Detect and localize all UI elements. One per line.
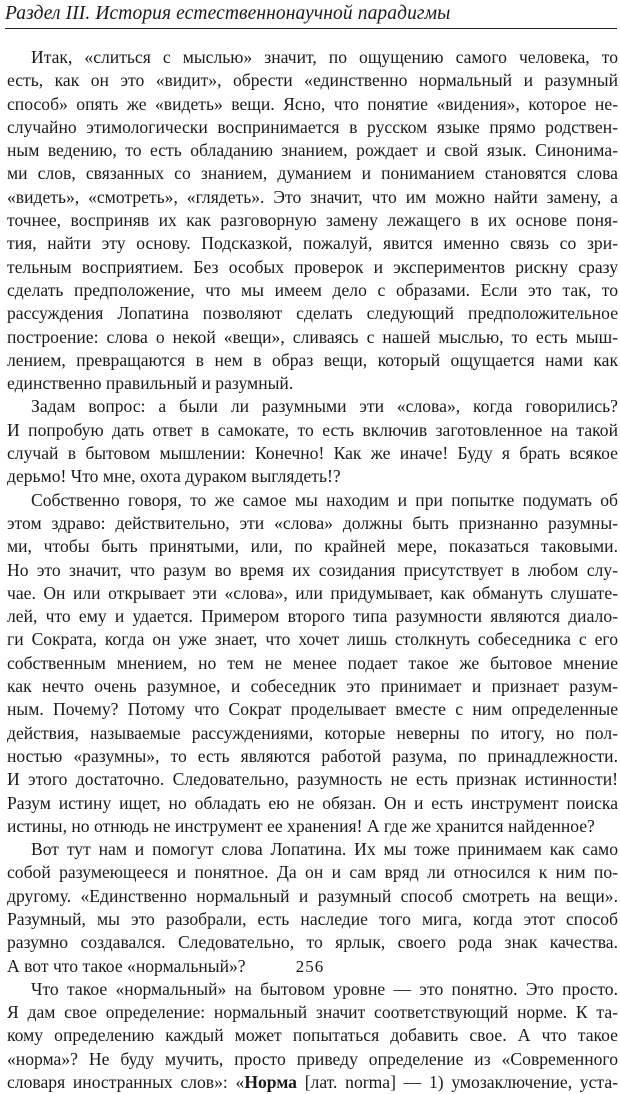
text-line: И попробую дать ответ в самокате, то есть включив заготовленное на такой <box>7 419 618 440</box>
text-line: собой разумеющееся и понятное. Да он и сам вряд ли относился к ним по- <box>7 862 618 883</box>
text-line-post: [лат. norma] — 1) умозаключение, уста- <box>296 1072 618 1093</box>
body-text <box>7 46 618 1094</box>
text-line: этом здраво: действительно, эти «слова» должны быть признанно разумны- <box>7 512 618 533</box>
text-line: лей, что ему и удается. Примером второго типа разумности являются диало- <box>7 606 618 627</box>
text-line: действия, называемые рассуждениями, которые неверны по итогу, но пол- <box>7 722 618 743</box>
text-line: тельным восприятием. Без особых проверок и экспериментов рискну сразу <box>7 256 618 277</box>
text-line: Я дам свое определение: нормальный значит соответствующий норме. К та- <box>7 1002 618 1023</box>
text-line: другому. «Единственно нормальный и разумный способ смотреть на вещи». <box>7 885 618 906</box>
text-line: случайно этимологически воспринимается в русском языке прямо родствен- <box>7 116 618 137</box>
text-line: «видеть», «смотреть», «глядеть». Это значит, что им можно найти замену, а <box>7 186 618 207</box>
text-line: единственно правильный и разумный. <box>7 373 294 394</box>
text-line: А вот что такое «нормальный»? <box>7 955 246 976</box>
text-line: точнее, восприняв их как разговорную замену лежащего в их основе поня- <box>7 210 618 231</box>
text-line: ми слов, связанных со знанием, думанием и пониманием становятся слова <box>7 163 618 184</box>
text-line: Собственно говоря, то же самое мы находим и при попытке подумать об <box>31 489 618 510</box>
text-line <box>7 1071 618 1094</box>
text-line: истины, но отнюдь не инструмент ее хранения! А где же хранится найденное? <box>7 815 595 836</box>
text-line: сделать предположение, что мы имеем дело с образами. Если это так, то <box>7 279 618 300</box>
text-line: Итак, «слиться с мыслью» значит, по ощущению самого человека, то <box>31 47 618 67</box>
text-line: ми, чтобы быть принятыми, или, по крайней мере, показаться таковыми. <box>7 536 618 557</box>
text-line: способ» опять же «видеть» вещи. Ясно, что понятие «видения», которое не- <box>7 93 618 114</box>
text-line: «норма»? Не буду мучить, просто приведу определение из «Современного <box>7 1048 618 1069</box>
text-line: Что такое «нормальный» на бытовом уровне — это понятно. Это просто. <box>31 978 618 999</box>
text-line: кому определению каждый может попытаться добавить свое. А что такое <box>7 1025 618 1046</box>
text-line: Разумный, мы это разобрали, есть наследие того мига, когда этот способ <box>7 908 618 929</box>
text-line: построение: слова о некой «вещи», сливаясь с нашей мыслью, то есть мыш- <box>7 326 618 347</box>
running-header <box>5 2 617 29</box>
text-line: случай в бытовом мышлении: Конечно! Как же иначе! Буду я брать всякое <box>7 443 618 464</box>
text-line: есть, как он это «видит», обрести «единственно нормальный и разумный <box>7 70 618 91</box>
text-line: тия, найти эту основу. Подсказкой, пожалуй, явится именно связь со зри- <box>7 233 618 254</box>
text-line: собственным мнением, но тем не менее подает такое же бытовое мнение <box>7 652 618 673</box>
text-line: ным ведению, то есть обладанию знанием, рождает и свой язык. Синонима- <box>7 140 618 161</box>
text-line: ным. Почему? Потому что Сократ проделывает вместе с ним определенные <box>7 699 618 720</box>
text-line: разумно создавался. Следовательно, то ярлык, своего рода знак качества. <box>7 932 618 953</box>
text-line: ги Сократа, когда он уже знает, что хочет лишь столкнуть собеседника с его <box>7 629 618 650</box>
header-title: Раздел III. История естественнонаучной парадигмы <box>5 3 451 24</box>
page-number: 256 <box>295 957 325 976</box>
text-line: дерьмо! Что мне, охота дураком выглядеть!? <box>7 466 341 487</box>
text-line: как нечто очень разумное, и собеседник это принимает и признает разум- <box>7 676 618 697</box>
text-line: И этого достаточно. Следовательно, разумность не есть признак истинности! <box>7 769 618 790</box>
text-line: чае. Он или открывает эти «слова», или придумывает, как обмануть слушате- <box>7 582 618 603</box>
text-line: лением, превращаются в нем в образ вещи, который ощущается нами как <box>7 349 618 370</box>
text-line: Разум истину ищет, но обладать ею не обязан. Он и есть инструмент поиска <box>7 792 618 813</box>
text-line: Задам вопрос: а были ли разумными эти «слова», когда говорились? <box>31 396 618 417</box>
text-line-pre: словаря иностранных слов»: « <box>7 1072 245 1093</box>
text-line: Вот тут нам и помогут слова Лопатина. Их мы тоже принимаем как само <box>31 839 618 860</box>
text-line: Но это значит, что разум во время их созидания присутствует в любом слу- <box>7 559 618 580</box>
text-line: ностью «разумны», то есть являются работой разума, по принадлежности. <box>7 745 618 766</box>
dictionary-term: Норма <box>244 1072 297 1093</box>
text-line: рассуждения Лопатина позволяют сделать следующий предположительное <box>7 303 618 324</box>
